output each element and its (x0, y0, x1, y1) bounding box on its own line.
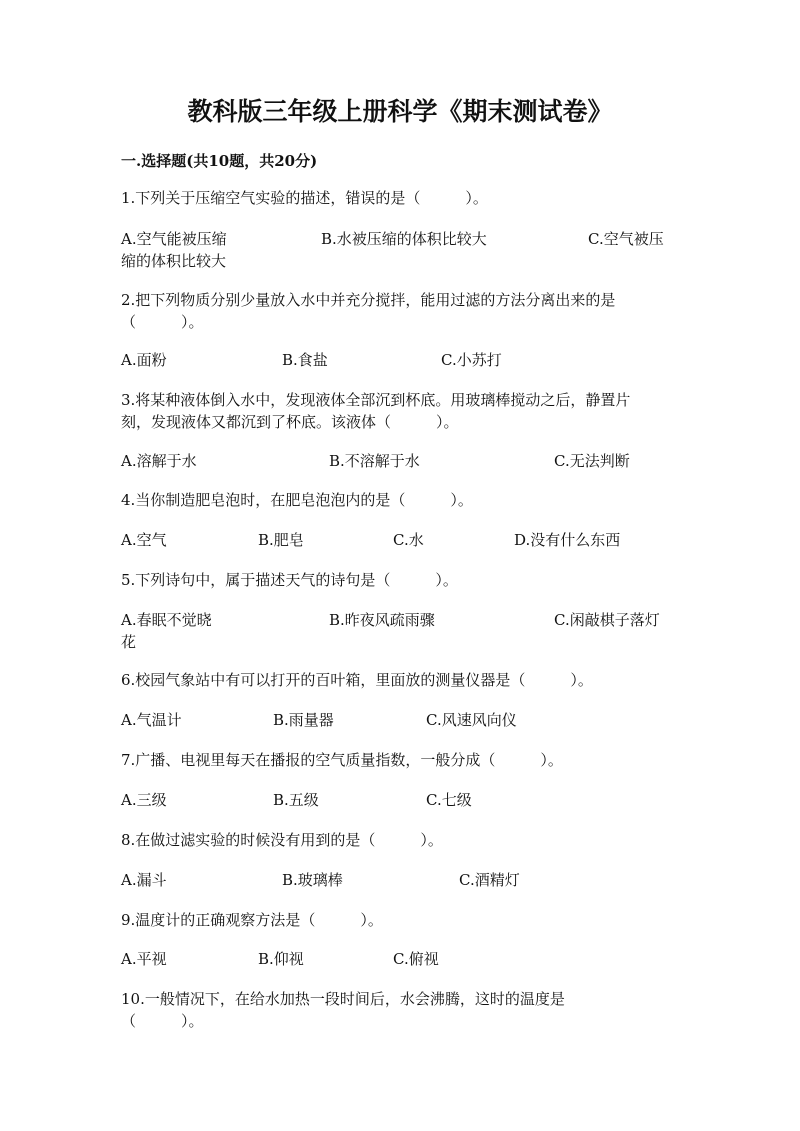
option-b[interactable]: B.仰视 (258, 950, 304, 968)
question-10-stem-line2: （ ）。 (121, 1012, 204, 1030)
question-5-stem: 5.下列诗句中，属于描述天气的诗句是（ ）。 (121, 571, 458, 589)
question-4-stem: 4.当你制造肥皂泡时，在肥皂泡泡内的是（ ）。 (121, 491, 473, 509)
option-b[interactable]: B.昨夜风疏雨骤 (329, 611, 435, 629)
question-2-stem-line1: 2.把下列物质分别少量放入水中并充分搅拌，能用过滤的方法分离出来的是 (121, 291, 616, 309)
option-c[interactable]: C.风速风向仪 (426, 711, 517, 729)
option-a[interactable]: A.面粉 (121, 351, 167, 369)
option-b[interactable]: B.五级 (273, 791, 319, 809)
question-2-options (121, 348, 681, 372)
question-8-stem: 8.在做过滤实验的时候没有用到的是（ ）。 (121, 831, 443, 849)
question-4-options (121, 528, 681, 552)
option-b[interactable]: B.玻璃棒 (282, 871, 343, 889)
question-7-options (121, 788, 681, 812)
option-b[interactable]: B.水被压缩的体积比较大 (321, 230, 487, 248)
option-b[interactable]: B.肥皂 (258, 531, 304, 549)
option-a[interactable]: A.三级 (121, 791, 167, 809)
option-c[interactable]: C.酒精灯 (459, 871, 520, 889)
option-c[interactable]: C.七级 (426, 791, 472, 809)
option-c[interactable]: C.无法判断 (554, 452, 630, 470)
question-8-options (121, 868, 681, 892)
question-3-stem-line2: 刻，发现液体又都沉到了杯底。该液体（ ）。 (121, 413, 459, 431)
question-2-stem-line2: （ ）。 (121, 313, 204, 331)
option-b[interactable]: B.雨量器 (273, 711, 334, 729)
option-c[interactable]: C.俯视 (393, 950, 439, 968)
question-9-options (121, 947, 681, 971)
question-9-stem: 9.温度计的正确观察方法是（ ）。 (121, 911, 383, 929)
page-title: 教科版三年级上册科学《期末测试卷》 (187, 97, 613, 126)
option-c[interactable]: C.空气被压 (588, 230, 664, 248)
question-3-stem-line1: 3.将某种液体倒入水中，发现液体全部沉到杯底。用玻璃棒搅动之后，静置片 (121, 391, 631, 409)
option-a[interactable]: A.气温计 (121, 711, 182, 729)
question-6-stem: 6.校园气象站中有可以打开的百叶箱，里面放的测量仪器是（ ）。 (121, 671, 593, 689)
option-d[interactable]: D.没有什么东西 (514, 531, 621, 549)
question-10-stem-line1: 10.一般情况下，在给水加热一段时间后，水会沸腾，这时的温度是 (121, 990, 565, 1008)
option-c[interactable]: C.闲敲棋子落灯 (554, 611, 660, 629)
option-b[interactable]: B.食盐 (282, 351, 328, 369)
option-a[interactable]: A.春眠不觉晓 (121, 611, 212, 629)
question-3-options (121, 449, 681, 473)
option-b[interactable]: B.不溶解于水 (329, 452, 420, 470)
section-heading: 一.选择题(共10题，共20分) (121, 152, 318, 170)
question-1-options (121, 227, 681, 251)
option-a[interactable]: A.空气 (121, 531, 167, 549)
option-c[interactable]: C.水 (393, 531, 424, 549)
question-1-option-continuation: 缩的体积比较大 (121, 252, 227, 270)
option-a[interactable]: A.空气能被压缩 (121, 230, 227, 248)
question-7-stem: 7.广播、电视里每天在播报的空气质量指数，一般分成（ ）。 (121, 751, 563, 769)
option-a[interactable]: A.溶解于水 (121, 452, 197, 470)
option-a[interactable]: A.平视 (121, 950, 167, 968)
question-1-stem: 1.下列关于压缩空气实验的描述，错误的是（ ）。 (121, 189, 488, 207)
question-5-option-continuation: 花 (121, 633, 137, 651)
option-c[interactable]: C.小苏打 (441, 351, 502, 369)
option-a[interactable]: A.漏斗 (121, 871, 167, 889)
question-5-options (121, 608, 681, 632)
question-6-options (121, 708, 681, 732)
